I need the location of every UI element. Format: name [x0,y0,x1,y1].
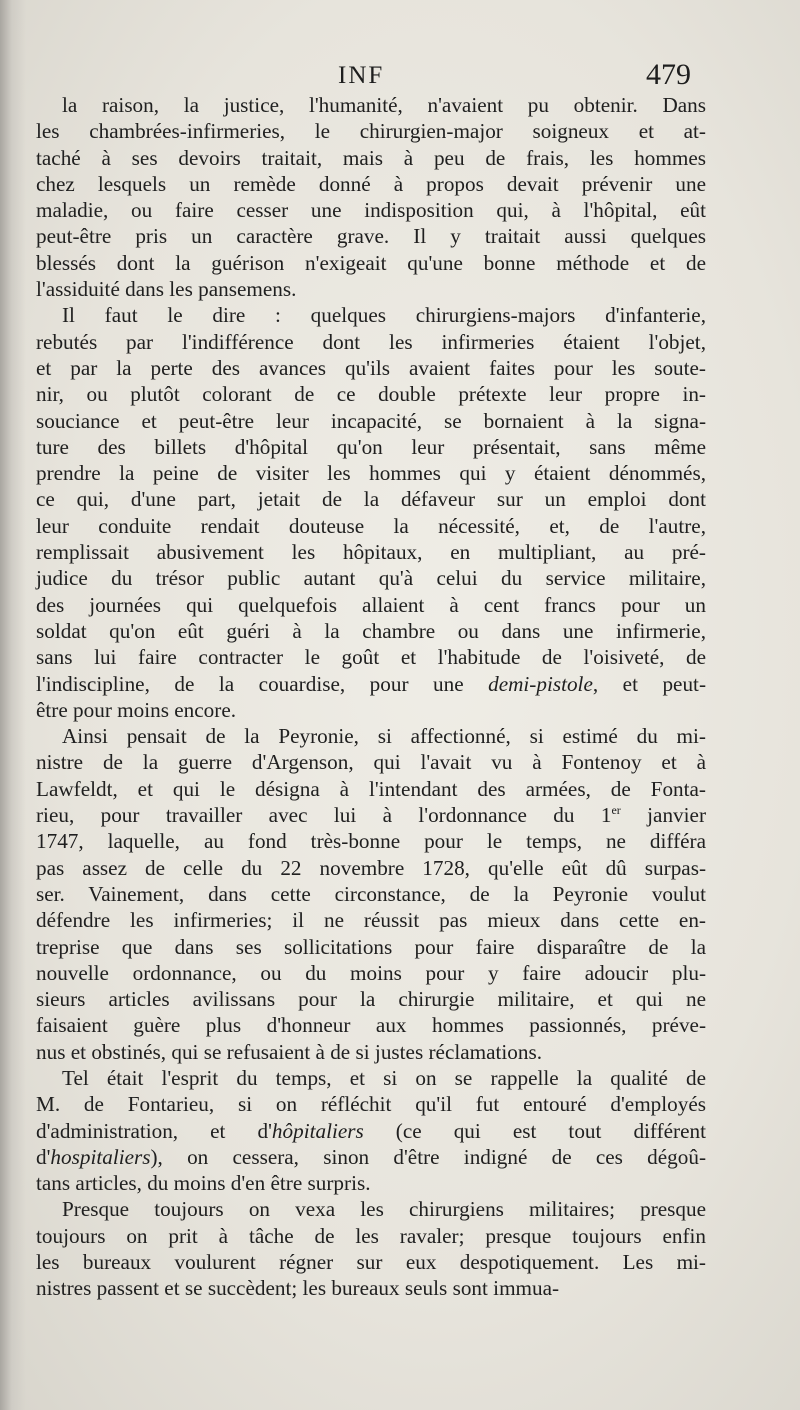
text-line: Il faut le dire : quelques chirurgiens-majors d'infanterie, [62,303,706,328]
paragraph [36,302,706,723]
text-line: ce qui, d'une part, jetait de la défaveur sur un emploi dont [36,487,706,512]
text-line: l'assiduité dans les pansemens. [36,277,297,302]
text-line: prendre la peine de visiter les hommes qui y étaient dénommés, [36,461,706,486]
text-line [36,1118,706,1144]
page-number: 479 [646,58,691,91]
text-line: blessés dont la guérison n'exigeait qu'une bonne méthode et de [36,250,706,275]
text-line: peut-être pris un caractère grave. Il y traitait aussi quelques [36,224,706,249]
text-line: rebutés par l'indifférence dont les infirmeries étaient l'objet, [36,329,706,354]
text-line [36,671,706,697]
superscript: er [611,803,621,818]
text-line: défendre les infirmeries; il ne réussit pas mieux dans cette en- [36,908,706,933]
text-segment: janvier [620,803,706,828]
text-line: les bureaux voulurent régner sur eux despotiquement. Les mi- [36,1250,706,1275]
text-line: chez lesquels un remède donné à propos devait prévenir une [36,171,706,196]
italic-term: hospitaliers [50,1144,151,1169]
italic-term: hôpitaliers [271,1118,364,1143]
text-segment: , et peut- [592,671,706,696]
text-line: leur conduite rendait douteuse la nécessité, et, de l'autre, [36,513,706,538]
paragraph [36,1065,706,1196]
text-line: treprise que dans ses sollicitations pour faire disparaître de la [36,934,706,959]
text-line: remplissait abusivement les hôpitaux, en multipliant, au pré- [36,540,706,565]
text-line: toujours on prit à tâche de les ravaler; presque toujours enfin [36,1223,706,1248]
text-line: maladie, ou faire cesser une indisposition qui, à l'hôpital, eût [36,198,706,223]
text-segment: rieu, pour travailler avec lui à l'ordonnance du 1 [36,803,612,828]
text-segment: (ce qui est tout différent [363,1118,706,1143]
text-line: 1747, laquelle, au fond très-bonne pour le temps, ne différa [36,829,706,854]
paragraph [36,1196,706,1301]
text-line: ture des billets d'hôpital qu'on leur présentait, sans même [36,434,706,459]
text-line: Tel était l'esprit du temps, et si on se rappelle la qualité de [62,1065,706,1090]
text-line: M. de Fontarieu, si on réfléchit qu'il fut entouré d'employés [36,1092,706,1117]
text-line: taché à ses devoirs traitait, mais à peu de frais, les hommes [36,145,706,170]
binding-gutter-shadow [0,0,26,1410]
text-segment: d' [36,1144,51,1169]
text-line: les chambrées-infirmeries, le chirurgien-major soigneux et at- [36,119,706,144]
text-line: sans lui faire contracter le goût et l'habitude de l'oisiveté, de [36,645,706,670]
paragraph [36,723,706,1065]
italic-term: demi-pistole [488,671,593,696]
body-text [36,92,706,1302]
text-line: ser. Vainement, dans cette circonstance, de la Peyronie voulut [36,881,706,906]
text-line: nir, ou plutôt colorant de ce double prétexte leur propre in- [36,382,706,407]
text-line: Lawfeldt, et qui le désigna à l'intendant des armées, de Fonta- [36,776,706,801]
text-line: nistre de la guerre d'Argenson, qui l'avait vu à Fontenoy et à [36,750,706,775]
text-line: des journées qui quelquefois allaient à cent francs pour un [36,592,706,617]
running-head-word: INF [338,62,385,89]
text-segment: d'administration, et d' [36,1118,272,1143]
text-line: faisaient guère plus d'honneur aux hommes passionnés, préve- [36,1013,706,1038]
text-line: Presque toujours on vexa les chirurgiens militaires; presque [62,1197,706,1222]
text-line [36,1144,706,1170]
paragraph [36,92,706,302]
text-line: la raison, la justice, l'humanité, n'avaient pu obtenir. Dans [62,93,706,117]
text-line: sieurs articles avilissans pour la chirurgie militaire, et qui ne [36,987,706,1012]
text-line: nouvelle ordonnance, ou du moins pour y faire adoucir plu- [36,960,706,985]
text-line: soldat qu'on eût guéri à la chambre ou dans une infirmerie, [36,618,706,643]
text-line: tans articles, du moins d'en être surpris. [36,1171,371,1196]
text-line: judice du trésor public autant qu'à celui du service militaire, [36,566,706,591]
text-line: nistres passent et se succèdent; les bureaux seuls sont immua- [36,1276,560,1301]
text-line: souciance et peut-être leur incapacité, se bornaient à la signa- [36,408,706,433]
text-line: pas assez de celle du 22 novembre 1728, qu'elle eût dû surpas- [36,855,706,880]
text-segment: ), on cessera, sinon d'être indigné de ces dégoû- [150,1144,706,1169]
text-line: et par la perte des avances qu'ils avaient faites pour les soute- [36,355,706,380]
text-line: nus et obstinés, qui se refusaient à de si justes réclamations. [36,1039,543,1064]
text-line [36,802,706,828]
text-line: Ainsi pensait de la Peyronie, si affectionné, si estimé du mi- [62,724,706,749]
text-line: être pour moins encore. [36,697,237,722]
text-segment: l'indiscipline, de la couardise, pour une [36,671,489,696]
